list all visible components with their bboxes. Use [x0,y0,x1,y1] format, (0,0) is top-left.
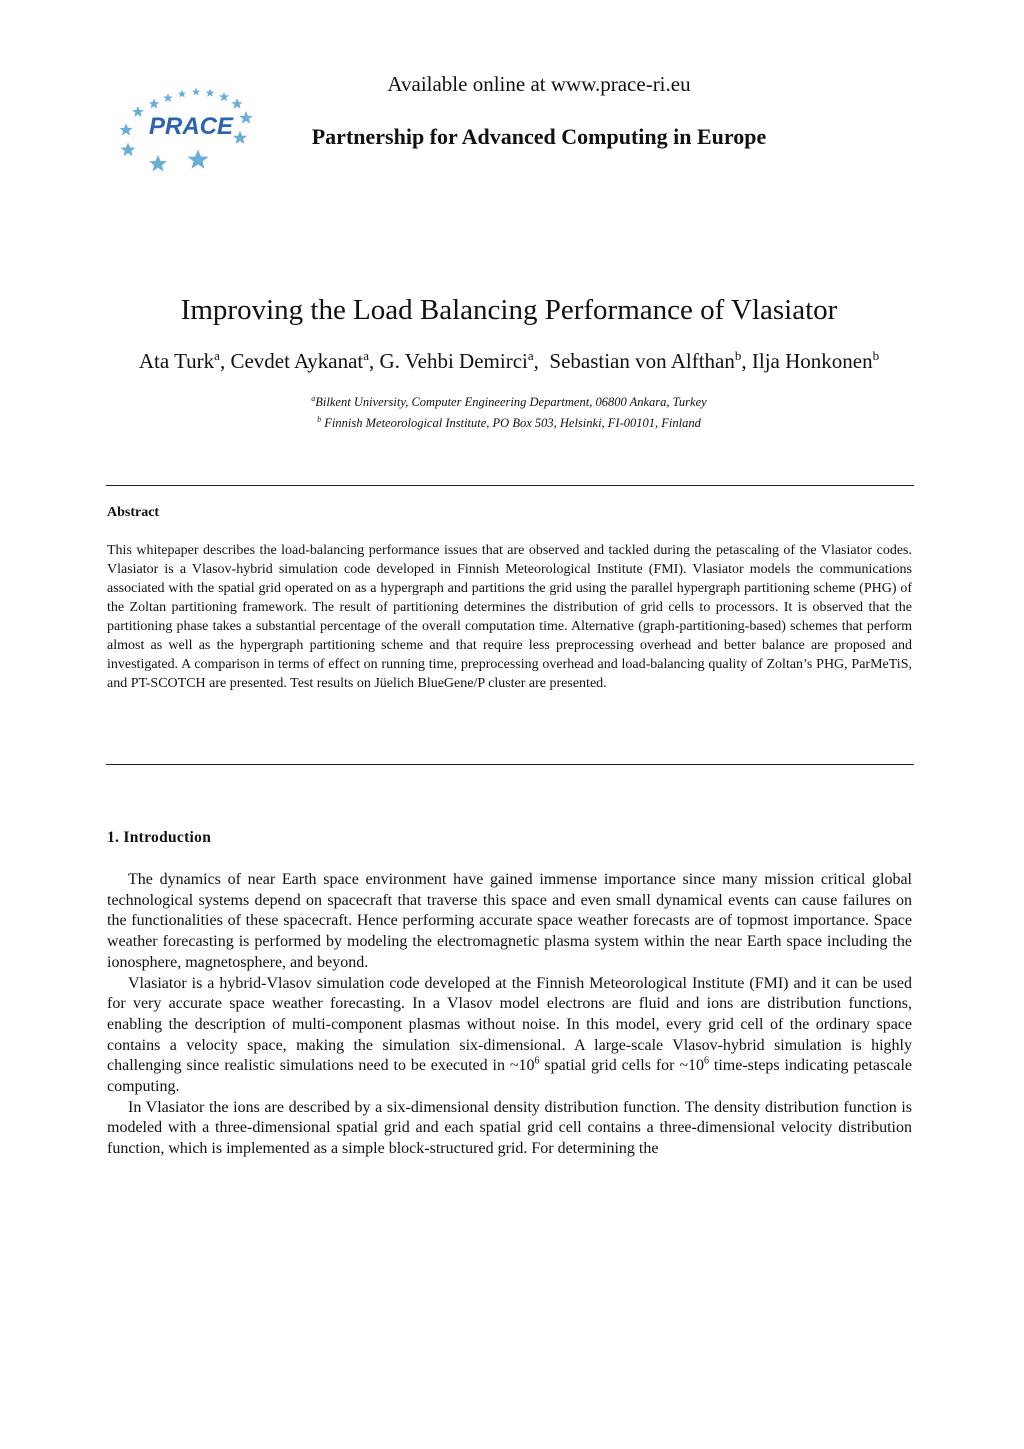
affiliation-text: Bilkent University, Computer Engineering Department, 06800 Ankara, Turkey [315,395,707,410]
author-name: Sebastian von Alfthan [549,349,735,373]
introduction-body [107,870,912,1160]
author-name: G. Vehbi Demirci [379,349,528,373]
intro-text-run: Vlasiator is a hybrid-Vlasov simulation code developed at the Finnish Meteorological Institute (FMI) and it can be used for very accurate space weather forecasting. In a Vlasov model electrons are fluid and ions are distribution functions, enabling the description of multi-component plasmas without noise. In this model, every grid cell of the ordinary space contains a velocity space, making the simulation six-dimensional. A large-scale Vlasov-hybrid simulation is highly challenging since realistic simulations need to be executed in ~10 [107,974,912,1075]
affiliation-line [0,411,1018,432]
author-name: Cevdet Aykanat [230,349,364,373]
prace-logo-text: PRACE [149,113,234,140]
section-heading-introduction: 1. Introduction [107,829,212,846]
author-name: Ata Turk [138,349,215,373]
exponent: 6 [704,1056,710,1067]
author-affiliation-mark: a [527,348,534,363]
available-online-line: Available online at www.prace-ri.eu [387,72,691,96]
author-affiliation-mark: a [363,348,370,363]
exponent: 6 [534,1056,540,1067]
author-affiliation-mark: b [872,348,880,363]
intro-paragraph: The dynamics of near Earth space environment have gained immense importance since many mission critical global technological systems depend on spacecraft that traverse this space and even small dynamical events can cause failures on the functionalities of these spacecraft. Hence performing accurate space weather forecasts are of topmost importance. Space weather forecasting is performed by modeling the electromagnetic plasma system within the near Earth space including the ionosphere, magnetosphere, and beyond. [107,871,912,971]
abstract-text: This whitepaper describes the load-balancing performance issues that are observed and tackled during the petascaling of the Vlasiator codes. Vlasiator is a Vlasov-hybrid simulation code developed in Finnish Meteorological Institute (FMI). Vlasiator models the communications associated with the spatial grid operated on as a hypergraph and partitions the grid using the parallel hypergraph partitioning scheme (PHG) of the Zoltan partitioning framework. The result of partitioning determines the distribution of grid cells to processors. It is observed that the partitioning phase takes a substantial percentage of the overall computation time. Alternative (graph-partitioning-based) schemes that perform almost as well as the hypergraph partitioning scheme and that require less preprocessing overhead and better balance are proposed and investigated. A comparison in terms of effect on running time, preprocessing overhead and load-balancing quality of Zoltan’s PHG, ParMeTiS, and PT-SCOTCH are presented. Test results on Jüelich BlueGene/P cluster are presented. [107,543,912,691]
intro-text-run: spatial grid cells for ~10 [539,1057,705,1075]
author-affiliation-mark: a [214,348,220,363]
abstract-heading: Abstract [107,505,160,520]
abstract-top-rule [106,485,914,486]
intro-paragraph: In Vlasiator the ions are described by a six-dimensional density distribution function. The density distribution function is modeled with a three-dimensional spatial grid and each spatial grid cell contains a three-dimensional velocity distribution function, which is implemented as a simple block-structured grid. For determining the [107,1098,912,1158]
affiliation-text: Finnish Meteorological Institute, PO Box 503, Helsinki, FI-00101, Finland [321,416,701,431]
author-affiliation-mark: b [734,348,742,363]
affiliation-line [0,390,1018,411]
affiliation-mark: b [317,415,322,425]
affiliation-mark: a [311,394,316,403]
author-name: Ilja Honkonen [751,349,873,373]
paper-title: Improving the Load Balancing Performance of Vlasiator [180,294,838,326]
abstract-bottom-rule [106,764,914,765]
author-list: Ata Turk$^a$, Cevdet Aykanat$^a$, G. Vehbi Demirci$^a$, Sebastian von Alfthan$^b$, Ilja Honkonen$^b$ [138,348,880,373]
intro-text-run: time-steps indicating petascale computing. [107,1057,913,1096]
partnership-heading: Partnership for Advanced Computing in Europe [311,124,767,149]
intro-paragraph [107,974,912,1098]
affiliations [0,390,1018,432]
